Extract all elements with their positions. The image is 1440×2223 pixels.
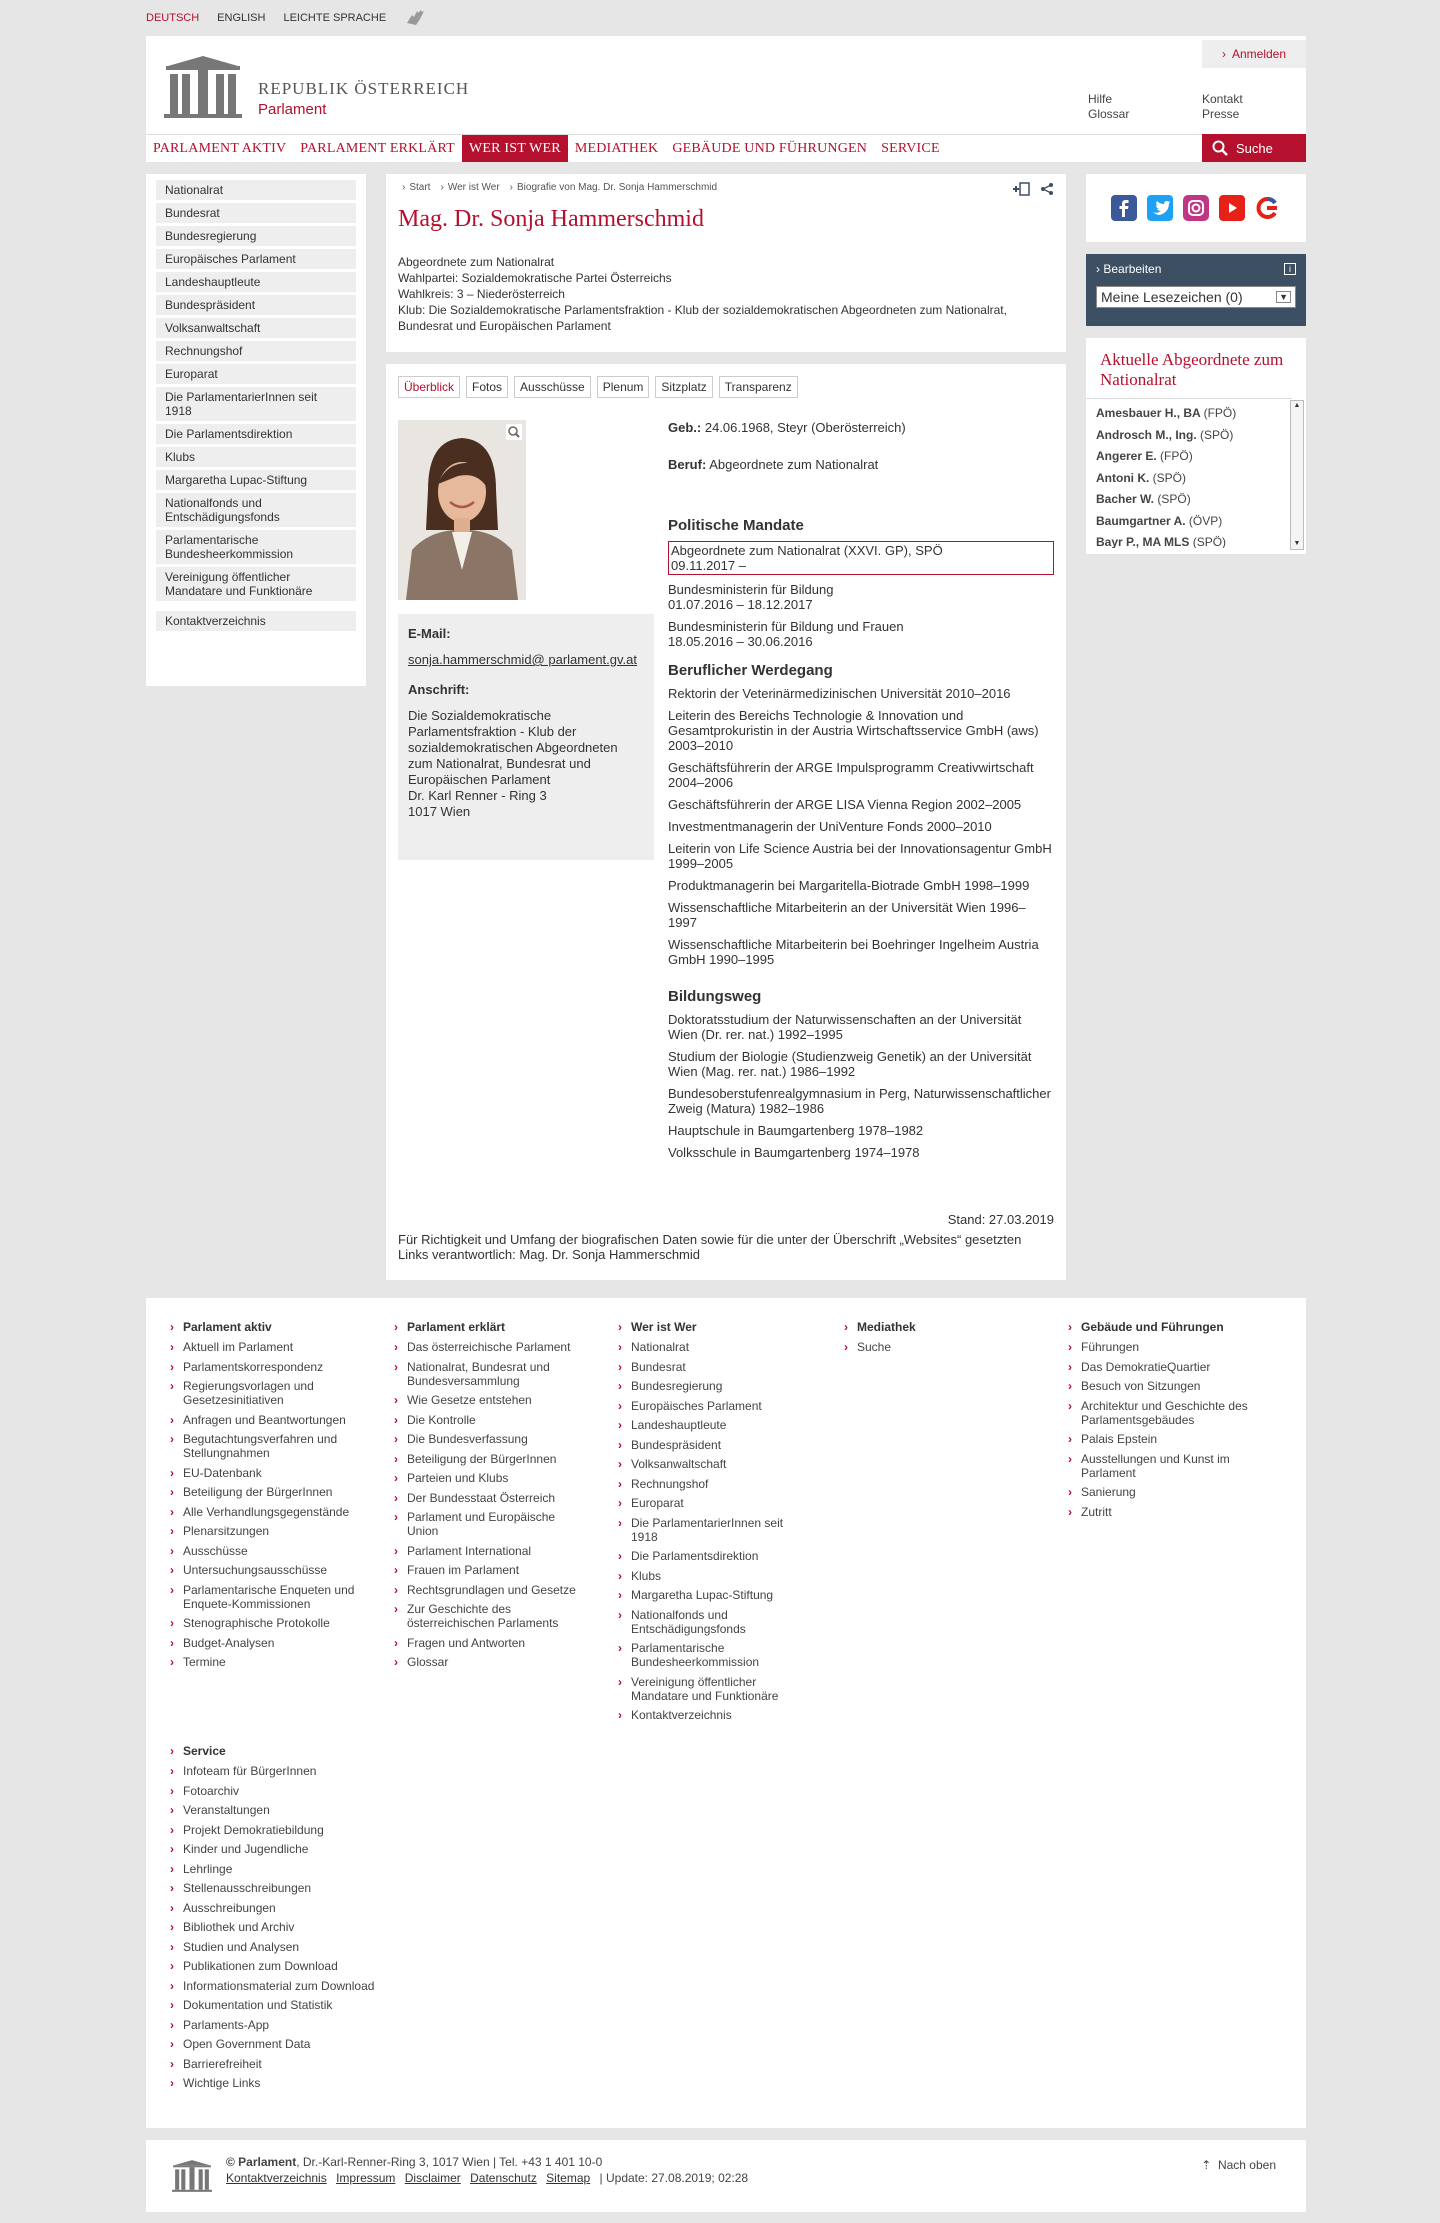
members-list-scrollbar[interactable] xyxy=(1290,400,1304,550)
lang-english[interactable]: ENGLISH xyxy=(217,12,266,24)
tab-ueberblick[interactable]: Überblick xyxy=(398,376,460,398)
person-detail-panel xyxy=(386,364,1066,1280)
breadcrumb-start[interactable]: › Start xyxy=(402,182,430,193)
sidebar-item-vereinigung[interactable]: Vereinigung öffentlicher Mandatare und Funktionäre xyxy=(156,567,356,601)
site-header xyxy=(146,36,1306,162)
footer-link-kontaktverzeichnis[interactable]: Kontaktverzeichnis xyxy=(226,2171,327,2185)
footer-link-datenschutz[interactable]: Datenschutz xyxy=(470,2171,537,2185)
footer-link[interactable]: › Parlamentarische Bundesheerkommission xyxy=(631,1641,808,1669)
chevron-right-icon: › xyxy=(1096,262,1100,276)
info-icon[interactable]: i xyxy=(1284,263,1296,275)
footer-link[interactable]: › Termine xyxy=(183,1655,370,1669)
list-item[interactable]: Androsch M., Ing. (SPÖ) xyxy=(1096,427,1234,442)
footer-link-disclaimer[interactable]: Disclaimer xyxy=(404,2171,461,2185)
footer-col-gebaeude xyxy=(1068,1320,1258,1524)
lang-deutsch[interactable]: DEUTSCH xyxy=(146,12,200,24)
footer-link[interactable]: › Nationalrat xyxy=(631,1340,808,1354)
career-item: Wissenschaftliche Mitarbeiterin an der Universität Wien 1996–1997 xyxy=(668,900,1026,930)
footer-link[interactable]: › Wichtige Links xyxy=(183,2076,390,2090)
twitter-icon[interactable] xyxy=(1147,195,1173,221)
career-item: Produktmanagerin bei Margaritella-Biotrade GmbH 1998–1999 xyxy=(668,878,1030,893)
parliament-logo-icon xyxy=(160,56,246,118)
contact-link[interactable]: Kontakt xyxy=(1202,92,1243,106)
footer-link[interactable]: › Die ParlamentarierInnen seit 1918 xyxy=(631,1516,808,1544)
footer-link[interactable]: › Europäisches Parlament xyxy=(631,1399,808,1413)
footer-link[interactable]: › Begutachtungsverfahren und Stellungnahmen xyxy=(183,1432,370,1460)
info-constituency: Wahlkreis: 3 – Niederösterreich xyxy=(398,287,565,301)
footer-link[interactable]: › Europarat xyxy=(631,1496,808,1510)
scroll-down-icon[interactable]: ▼ xyxy=(1293,540,1301,547)
footer-link[interactable]: › Budget-Analysen xyxy=(183,1636,370,1650)
education-item: Doktoratsstudium der Naturwissenschaften an der Universität Wien (Dr. rer. nat.) 1992–1995 xyxy=(668,1012,1022,1042)
address-line: Dr. Karl Renner - Ring 3 xyxy=(408,788,547,803)
footer-link[interactable]: › Stellenausschreibungen xyxy=(183,1881,390,1895)
footer-col-service xyxy=(170,1744,390,2096)
footer-link[interactable]: › Studien und Analysen xyxy=(183,1940,390,1954)
breadcrumb xyxy=(402,182,717,193)
footer-link[interactable]: › Projekt Demokratiebildung xyxy=(183,1823,390,1837)
scroll-up-icon[interactable]: ▲ xyxy=(1293,402,1301,409)
footer-link[interactable]: › Vereinigung öffentlicher Mandatare und Funktionäre xyxy=(631,1675,808,1703)
bookmark-add-icon[interactable] xyxy=(1012,182,1030,196)
career-item: Investmentmanagerin der UniVenture Fonds 2000–2010 xyxy=(668,819,992,834)
sidebar-item-parlamentarierinnen[interactable]: Die ParlamentarierInnen seit 1918 xyxy=(156,387,356,421)
email-label: E-Mail: xyxy=(408,626,451,641)
list-item[interactable]: Bayr P., MA MLS (SPÖ) xyxy=(1096,535,1227,548)
footer-link[interactable]: › Informationsmaterial zum Download xyxy=(183,1979,390,1993)
sidebar-item-landeshauptleute[interactable]: Landeshauptleute xyxy=(156,272,356,292)
footer-link[interactable]: › Infoteam für BürgerInnen xyxy=(183,1764,390,1778)
footer-link[interactable]: › Landeshauptleute xyxy=(631,1418,808,1432)
section-heading-werdegang: Beruflicher Werdegang xyxy=(668,662,833,679)
footer-link[interactable]: › Palais Epstein xyxy=(1081,1432,1258,1446)
footer-link[interactable]: › Architektur und Geschichte des Parlamentsgebäudes xyxy=(1081,1399,1258,1427)
edit-header xyxy=(1096,262,1296,276)
nav-gebaeude[interactable]: GEBÄUDE UND FÜHRUNGEN xyxy=(672,140,868,156)
section-heading-bildung: Bildungsweg xyxy=(668,988,762,1005)
footer-link[interactable]: › Parlaments-App xyxy=(183,2018,390,2032)
help-link[interactable]: Hilfe xyxy=(1088,92,1113,106)
footer-link[interactable]: › Zutritt xyxy=(1081,1505,1258,1519)
footer-link[interactable]: › Bundesregierung xyxy=(631,1379,808,1393)
footer-link-impressum[interactable]: Impressum xyxy=(336,2171,396,2185)
arrow-up-icon: ⇡ xyxy=(1201,2158,1212,2172)
zoom-icon[interactable] xyxy=(506,424,522,440)
footer-link[interactable]: › Die Bundesverfassung xyxy=(407,1432,584,1446)
share-icon[interactable] xyxy=(1040,182,1054,196)
glossary-link[interactable]: Glossar xyxy=(1088,107,1130,121)
responsibility-note: Für Richtigkeit und Umfang der biografischen Daten sowie für die unter der Überschrift „Websites“ gesetzten Links verantwortlich: Mag. Dr. Sonja Hammerschmid xyxy=(398,1232,1022,1262)
footer-col-wer-ist-wer xyxy=(618,1320,808,1728)
list-item[interactable]: Antoni K. (SPÖ) xyxy=(1096,470,1187,485)
footer-link[interactable]: › Beteiligung der BürgerInnen xyxy=(183,1485,370,1499)
career-item: Leiterin von Life Science Austria bei der Innovationsagentur GmbH 1999–2005 xyxy=(668,841,1052,871)
logo[interactable] xyxy=(160,56,469,118)
mandate-item: Bundesministerin für Bildung und Frauen 18.05.2016 – 30.06.2016 xyxy=(668,619,904,649)
footer-link[interactable]: › Volksanwaltschaft xyxy=(631,1457,808,1471)
nav-service[interactable]: SERVICE xyxy=(881,140,940,156)
members-panel-title: Aktuelle Abgeordnete zum Nationalrat xyxy=(1100,350,1284,389)
sidebar-item-bundesrat[interactable]: Bundesrat xyxy=(156,203,356,223)
footer-link[interactable]: › Parlamentarische Enqueten und Enquete-Kommissionen xyxy=(183,1583,370,1611)
address-line: 1017 Wien xyxy=(408,804,471,819)
contact-box xyxy=(398,614,654,860)
nav-mediathek[interactable]: MEDIATHEK xyxy=(574,140,659,156)
sidebar-item-lupac-stiftung[interactable]: Margaretha Lupac-Stiftung xyxy=(156,470,356,490)
footer-col-parlament-aktiv xyxy=(170,1320,370,1675)
top-links-left xyxy=(1088,92,1129,122)
logo-subtitle: Parlament xyxy=(258,101,327,118)
education-item: Hauptschule in Baumgartenberg 1978–1982 xyxy=(668,1123,924,1138)
biography xyxy=(668,420,1054,1167)
info-club: Klub: Die Sozialdemokratische Parlamentsfraktion - Klub der sozialdemokratischen Abgeordneten zum Nationalrat, Bundesrat und Europäischen Parlament xyxy=(398,303,1007,333)
education-item: Bundesoberstufenrealgymnasium in Perg, Naturwissenschaftlicher Zweig (Matura) 1982–1986 xyxy=(668,1086,1051,1116)
footer-link[interactable]: › Lehrlinge xyxy=(183,1862,390,1876)
parliament-app-icon[interactable] xyxy=(1255,195,1281,221)
person-info xyxy=(398,254,1038,334)
sidebar-item-europarat[interactable]: Europarat xyxy=(156,364,356,384)
sidebar-item-klubs[interactable]: Klubs xyxy=(156,447,356,467)
footer-link[interactable]: › Dokumentation und Statistik xyxy=(183,1998,390,2012)
tab-ausschuesse[interactable]: Ausschüsse xyxy=(514,376,591,398)
login-button[interactable] xyxy=(1202,40,1306,68)
list-item[interactable]: Angerer E. (FPÖ) xyxy=(1096,449,1193,463)
footer-link[interactable]: › Sanierung xyxy=(1081,1485,1258,1499)
footer-heading[interactable]: › Parlament erklärt xyxy=(407,1320,584,1334)
nav-parlament-erklaert[interactable]: PARLAMENT ERKLÄRT xyxy=(300,140,455,156)
social-links xyxy=(1086,174,1306,242)
footer-heading[interactable]: › Gebäude und Führungen xyxy=(1081,1320,1258,1334)
search-button[interactable] xyxy=(1202,134,1306,162)
footer-link[interactable]: › Führungen xyxy=(1081,1340,1258,1354)
logo-title: REPUBLIK ÖSTERREICH xyxy=(258,79,470,98)
section-heading-mandate: Politische Mandate xyxy=(668,517,804,534)
footer-link[interactable]: › Margaretha Lupac-Stiftung xyxy=(631,1588,808,1602)
footer-link[interactable]: › Plenarsitzungen xyxy=(183,1524,370,1538)
members-list xyxy=(1086,398,1292,548)
footer-link[interactable]: › Beteiligung der BürgerInnen xyxy=(407,1452,584,1466)
sidebar xyxy=(146,174,366,686)
footer-link[interactable]: › Das österreichische Parlament xyxy=(407,1340,584,1354)
profession-info: Beruf: Abgeordnete zum Nationalrat xyxy=(668,457,879,472)
footer-link[interactable]: › Wie Gesetze entstehen xyxy=(407,1393,584,1407)
sidebar-item-bundesregierung[interactable]: Bundesregierung xyxy=(156,226,356,246)
footer-link-sitemap[interactable]: Sitemap xyxy=(546,2171,591,2185)
search-label: Suche xyxy=(1236,140,1273,156)
footer-link[interactable]: › Open Government Data xyxy=(183,2037,390,2051)
education-item: Volksschule in Baumgartenberg 1974–1978 xyxy=(668,1145,920,1160)
footer-link[interactable]: › Suche xyxy=(857,1340,1034,1354)
bookmark-panel xyxy=(1086,254,1306,326)
sidebar-item-nationalrat[interactable]: Nationalrat xyxy=(156,180,356,200)
footer-link[interactable]: › Das DemokratieQuartier xyxy=(1081,1360,1258,1374)
list-item[interactable]: Baumgartner A. (ÖVP) xyxy=(1096,513,1223,528)
press-link[interactable]: Presse xyxy=(1202,107,1240,121)
career-item: Geschäftsführerin der ARGE Impulsprogramm Creativwirtschaft 2004–2006 xyxy=(668,760,1034,790)
chevron-right-icon: › xyxy=(1221,47,1226,61)
breadcrumb-current: › Biografie von Mag. Dr. Sonja Hammerschmid xyxy=(510,182,717,193)
footer-heading[interactable]: › Wer ist Wer xyxy=(631,1320,808,1334)
sidebar-item-bundesheerkommission[interactable]: Parlamentarische Bundesheerkommission xyxy=(156,530,356,564)
footer-link[interactable]: › Der Bundesstaat Österreich xyxy=(407,1491,584,1505)
footer-link[interactable]: › EU-Datenbank xyxy=(183,1466,370,1480)
career-item: Geschäftsführerin der ARGE LISA Vienna Region 2002–2005 xyxy=(668,797,1022,812)
footer-link[interactable]: › Stenographische Protokolle xyxy=(183,1616,370,1630)
last-updated: Stand: 27.03.2019 xyxy=(947,1212,1054,1227)
parliament-logo-small-icon[interactable] xyxy=(170,2160,214,2192)
footer-link[interactable]: › Glossar xyxy=(407,1655,584,1669)
top-links-right xyxy=(1202,92,1243,122)
facebook-icon[interactable] xyxy=(1111,195,1137,221)
footer-col-mediathek xyxy=(844,1320,1034,1360)
footer-link[interactable]: › Publikationen zum Download xyxy=(183,1959,390,1973)
footer-link[interactable]: › Fotoarchiv xyxy=(183,1784,390,1798)
footer-link[interactable]: › Kinder und Jugendliche xyxy=(183,1842,390,1856)
footer-link[interactable]: › Die Kontrolle xyxy=(407,1413,584,1427)
footer-heading[interactable]: › Parlament aktiv xyxy=(183,1320,370,1334)
footer-link[interactable]: › Regierungsvorlagen und Gesetzesinitiativen xyxy=(183,1379,370,1407)
tab-fotos[interactable]: Fotos xyxy=(466,376,508,398)
tool-icons xyxy=(1012,182,1054,196)
language-bar xyxy=(146,0,1306,36)
search-icon xyxy=(1212,140,1228,156)
footer-link[interactable]: › Parlament und Europäische Union xyxy=(407,1510,584,1538)
list-item[interactable]: Bacher W. (SPÖ) xyxy=(1096,492,1191,506)
lang-leichte-sprache[interactable]: LEICHTE SPRACHE xyxy=(283,12,387,24)
sidebar-item-bundespraesident[interactable]: Bundespräsident xyxy=(156,295,356,315)
footer-link[interactable]: › Alle Verhandlungsgegenstände xyxy=(183,1505,370,1519)
footer-link[interactable]: › Frauen im Parlament xyxy=(407,1563,584,1577)
info-function: Abgeordnete zum Nationalrat xyxy=(398,255,555,269)
footer-link[interactable]: › Ausschüsse xyxy=(183,1544,370,1558)
portrait-photo[interactable] xyxy=(398,420,526,600)
edit-label[interactable]: › Bearbeiten xyxy=(1096,262,1162,276)
tab-transparenz[interactable]: Transparenz xyxy=(719,376,798,398)
tab-sitzplatz[interactable]: Sitzplatz xyxy=(655,376,712,398)
sidebar-item-kontaktverzeichnis[interactable]: Kontaktverzeichnis xyxy=(156,611,356,631)
main-nav xyxy=(146,134,1306,162)
list-item[interactable]: Amesbauer H., BA (FPÖ) xyxy=(1096,406,1237,420)
footer-link[interactable]: › Barrierefreiheit xyxy=(183,2057,390,2071)
footer-link[interactable]: › Nationalrat, Bundesrat und Bundesversammlung xyxy=(407,1360,584,1388)
footer-link[interactable]: › Kontaktverzeichnis xyxy=(631,1708,808,1722)
footer-link[interactable]: › Untersuchungsausschüsse xyxy=(183,1563,370,1577)
career-item: Leiterin des Bereichs Technologie & Innovation und Gesamtprokuristin in der Austria Wirtschaftsservice GmbH (aws) 2003–2010 xyxy=(668,708,1039,753)
footer-link[interactable]: › Zur Geschichte des österreichischen Parlaments xyxy=(407,1602,584,1630)
footer-col-parlament-erklaert xyxy=(394,1320,584,1675)
footer-link[interactable]: › Rechtsgrundlagen und Gesetze xyxy=(407,1583,584,1597)
footer-link[interactable]: › Nationalfonds und Entschädigungsfonds xyxy=(631,1608,808,1636)
tab-plenum[interactable]: Plenum xyxy=(597,376,650,398)
footer-heading[interactable]: › Mediathek xyxy=(857,1320,1034,1334)
bookmarks-select[interactable]: Meine Lesezeichen (0) ▼ xyxy=(1096,286,1296,308)
footer-link[interactable]: › Rechnungshof xyxy=(631,1477,808,1491)
breadcrumb-wer-ist-wer[interactable]: › Wer ist Wer xyxy=(440,182,499,193)
instagram-icon[interactable] xyxy=(1183,195,1209,221)
mandate-item: Abgeordnete zum Nationalrat (XXVI. GP), SPÖ 09.11.2017 – xyxy=(668,541,1054,575)
footer-link[interactable]: › Klubs xyxy=(631,1569,808,1583)
footer-link[interactable]: › Bibliothek und Archiv xyxy=(183,1920,390,1934)
update-info: | Update: 27.08.2019; 02:28 xyxy=(599,2171,749,2185)
footer-link[interactable]: › Besuch von Sitzungen xyxy=(1081,1379,1258,1393)
tab-bar xyxy=(398,376,798,398)
page-title: Mag. Dr. Sonja Hammerschmid xyxy=(398,206,704,232)
back-to-top-link[interactable]: ⇡ Nach oben xyxy=(1201,2158,1276,2172)
sidebar-item-volksanwaltschaft[interactable]: Volksanwaltschaft xyxy=(156,318,356,338)
address-label: Anschrift: xyxy=(408,682,470,697)
footer-link[interactable]: › Die Parlamentsdirektion xyxy=(631,1549,808,1563)
login-label: Anmelden xyxy=(1231,47,1287,61)
career-item: Wissenschaftliche Mitarbeiterin bei Boehringer Ingelheim Austria GmbH 1990–1995 xyxy=(668,937,1039,967)
career-item: Rektorin der Veterinärmedizinischen Universität 2010–2016 xyxy=(668,686,1011,701)
current-members-panel xyxy=(1086,338,1306,554)
sidebar-item-nationalfonds[interactable]: Nationalfonds und Entschädigungsfonds xyxy=(156,493,356,527)
footer-link[interactable]: › Parteien und Klubs xyxy=(407,1471,584,1485)
footer-link[interactable]: › Ausschreibungen xyxy=(183,1901,390,1915)
footer-link[interactable]: › Parlament International xyxy=(407,1544,584,1558)
education-item: Studium der Biologie (Studienzweig Genetik) an der Universität Wien (Mag. rer. nat.) 1986–1992 xyxy=(668,1049,1032,1079)
footer-link[interactable]: › Aktuell im Parlament xyxy=(183,1340,370,1354)
site-footer xyxy=(146,1298,1306,2128)
birth-info: Geb.: 24.06.1968, Steyr (Oberösterreich) xyxy=(668,420,906,435)
footer-link[interactable]: › Fragen und Antworten xyxy=(407,1636,584,1650)
sidebar-item-parlamentsdirektion[interactable]: Die Parlamentsdirektion xyxy=(156,424,356,444)
copyright: © Parlament, Dr.-Karl-Renner-Ring 3, 1017 Wien | Tel. +43 1 401 10-0 Kontaktverzeichnis Impressum Disclaimer Datenschutz Sitemap | Update: 27.08.2019; 02:28 xyxy=(226,2155,749,2185)
footer-link[interactable]: › Bundespräsident xyxy=(631,1438,808,1452)
footer-link[interactable]: › Bundesrat xyxy=(631,1360,808,1374)
sidebar-item-rechnungshof[interactable]: Rechnungshof xyxy=(156,341,356,361)
info-party: Wahlpartei: Sozialdemokratische Partei Österreichs xyxy=(398,271,672,285)
sign-language-icon[interactable] xyxy=(404,9,426,27)
bottom-bar xyxy=(146,2140,1306,2212)
mandate-item: Bundesministerin für Bildung 01.07.2016 – 18.12.2017 xyxy=(668,582,834,612)
nav-wer-ist-wer[interactable]: WER IST WER xyxy=(462,135,568,162)
sidebar-item-eu-parlament[interactable]: Europäisches Parlament xyxy=(156,249,356,269)
footer-heading[interactable]: › Service xyxy=(183,1744,390,1758)
chevron-down-icon: ▼ xyxy=(1276,291,1291,303)
person-header-panel xyxy=(386,174,1066,352)
footer-link[interactable]: › Ausstellungen und Kunst im Parlament xyxy=(1081,1452,1258,1480)
footer-link[interactable]: › Veranstaltungen xyxy=(183,1803,390,1817)
youtube-icon[interactable] xyxy=(1219,195,1245,221)
address-line: Die Sozialdemokratische Parlamentsfraktion - Klub der sozialdemokratischen Abgeordneten zum Nationalrat, Bundesrat und Europäischen Parlament xyxy=(408,708,618,787)
email-link[interactable]: sonja.hammerschmid@ parlament.gv.at xyxy=(408,652,637,667)
footer-link[interactable]: › Parlamentskorrespondenz xyxy=(183,1360,370,1374)
footer-link[interactable]: › Anfragen und Beantwortungen xyxy=(183,1413,370,1427)
nav-parlament-aktiv[interactable]: PARLAMENT AKTIV xyxy=(153,140,287,156)
